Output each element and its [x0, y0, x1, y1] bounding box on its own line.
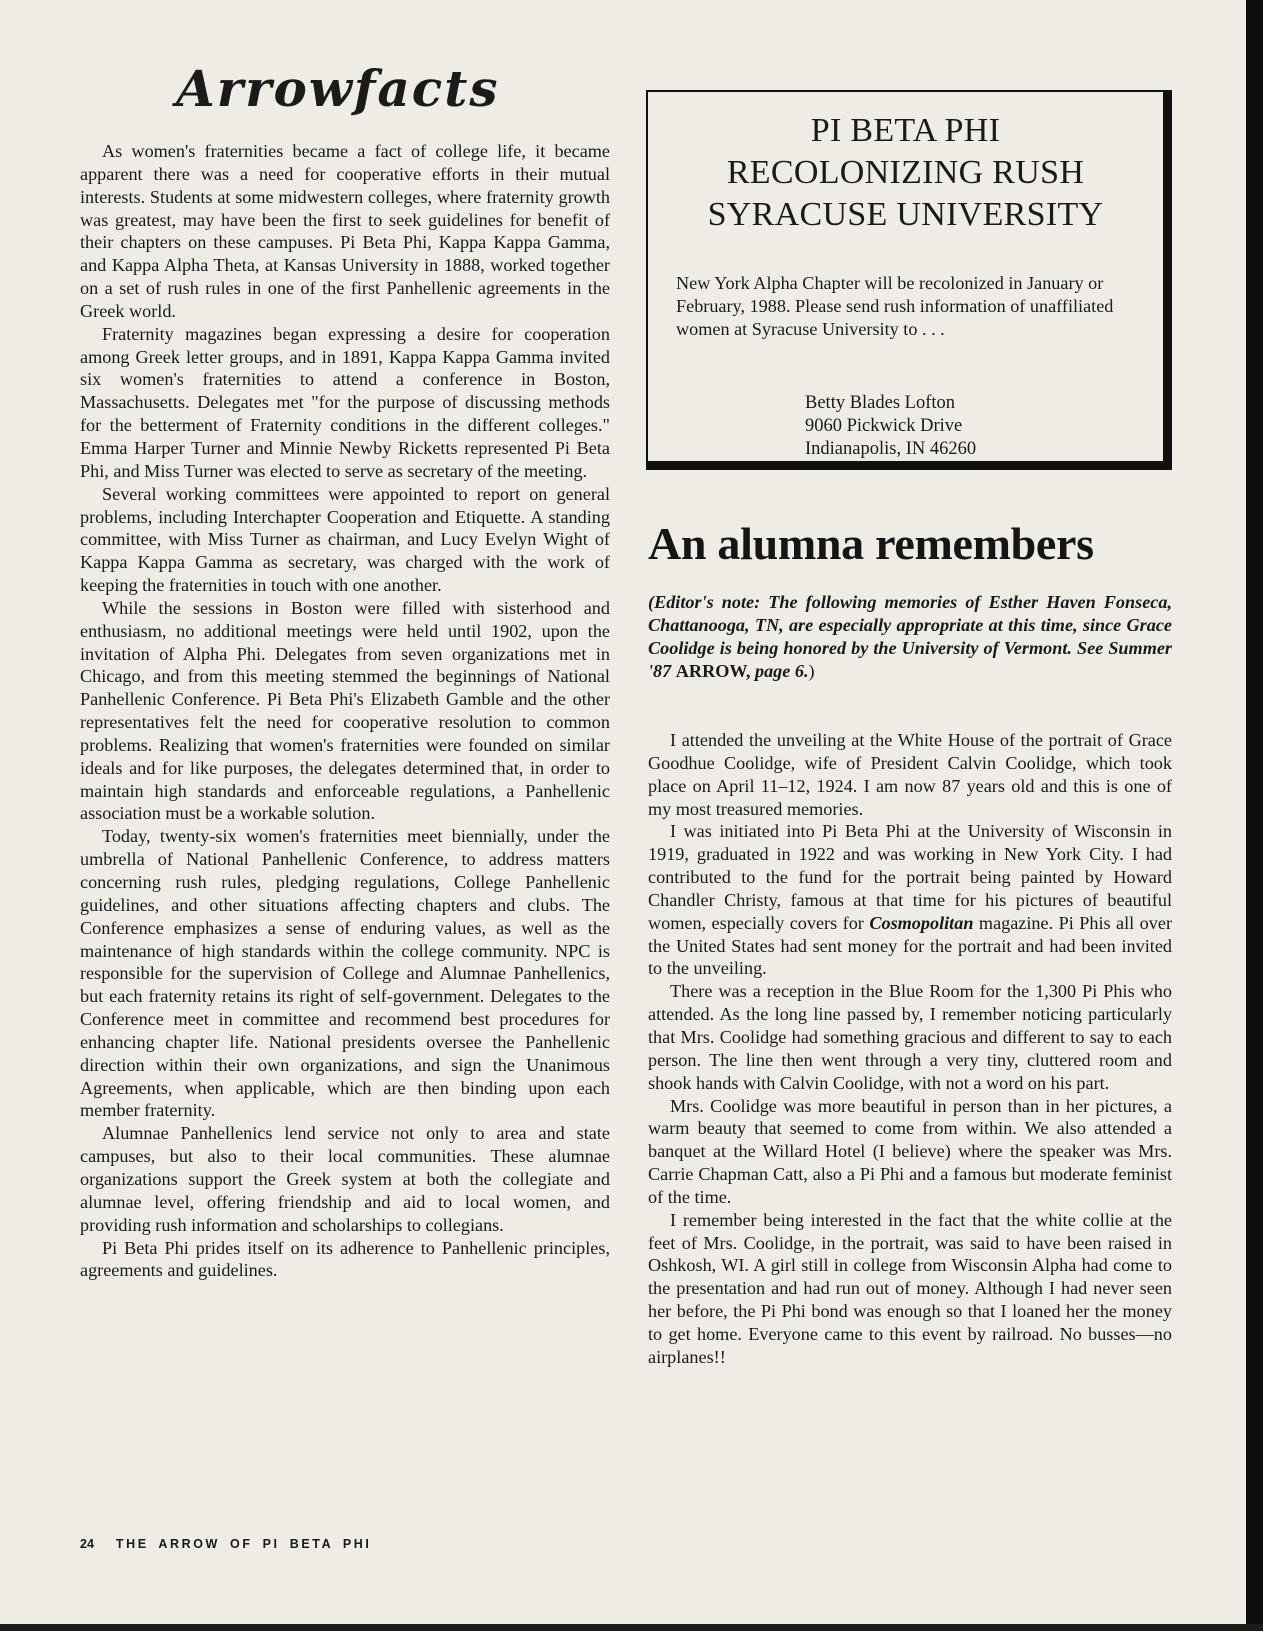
note-page-ref: page 6. — [754, 661, 809, 681]
paragraph: Mrs. Coolidge was more beautiful in person than in her pictures, a warm beauty that seemed to come from within. We also attended a banquet at the Willard Hotel (I believe) where the speaker was Mrs. Carrie Chapman Catt, also a Pi Phi and a famous but moderate feminist of the time. — [648, 1095, 1172, 1207]
arrowfacts-title: Arrowfacts — [176, 59, 500, 118]
scan-edge-bottom — [0, 1624, 1263, 1631]
rush-notice-body: New York Alpha Chapter will be recolonized in January or February, 1988. Please send rush information of unaffiliated women at Syracuse University to . . . — [676, 273, 1114, 339]
publication-name: THE ARROW OF PI BETA PHI — [115, 1537, 372, 1551]
paragraph: There was a reception in the Blue Room for the 1,300 Pi Phis who attended. As the long line passed by, I remember noticing particularly that Mrs. Coolidge had something gracious and different to say to each person. The line then went through a very tiny, cluttered room and shook hands with Calvin Coolidge, with not a word on his part. — [648, 981, 1172, 1093]
paragraph: As women's fraternities became a fact of college life, it became apparent there was a need for cooperative efforts in their mutual interests. Students at some midwestern colleges, where fraternity growth was greatest, may have been the first to seek guidelines for benefit of their chapters on these campuses. Pi Beta Phi, Kappa Kappa Gamma, and Kappa Alpha Theta, at Kansas University in 1888, worked together on a set of rush rules in one of the first Panhellenic agreements in the Greek world. — [80, 141, 610, 321]
page-number: 24 — [80, 1537, 94, 1551]
page-footer — [80, 1537, 371, 1551]
arrowfacts-title-logo — [172, 44, 532, 144]
panhellenic-history-column — [80, 140, 610, 1282]
contact-street: 9060 Pickwick Drive — [805, 416, 963, 436]
paragraph: Today, twenty-six women's fraternities meet biennially, under the umbrella of National Panhellenic Conference, to address matters concerning rush rules, pledging regulations, College Panhellenic guidelines, and other situations affecting chapters and clubs. The Conference emphasizes a sense of enduring values, as well as the maintenance of high standards within the college community. NPC is responsible for the supervision of College and Alumnae Panhellenics, but each fraternity retains its right of self-government. Delegates to the Conference meet in committee and recommend best procedures for enhancing chapter life. National presidents oversee the Panhellenic direction within their own organizations, and sign the Unanimous Agreements, when applicable, which are then binding upon each member fraternity. — [80, 826, 610, 1121]
paragraph: Alumnae Panhellenics lend service not only to area and state campuses, but also to their local communities. These alumnae organizations support the Greek system at both the collegiate and alumnae level, offering friendship and aid to local women, and providing rush information and scholarships to collegians. — [80, 1123, 610, 1235]
contact-city: Indianapolis, IN 46260 — [805, 439, 977, 459]
rush-headline-line: SYRACUSE UNIVERSITY — [707, 196, 1104, 233]
note-open-paren: ( — [648, 592, 655, 612]
rush-contact-address — [805, 392, 976, 461]
rush-notice-headline — [648, 110, 1163, 236]
alumna-article-body — [648, 729, 1172, 1369]
article-title: An alumna remembers — [648, 518, 1094, 569]
paragraph-text: I was initiated into Pi Beta Phi at the University of Wisconsin in 1919, graduated in 1922 and was working in New York City. I had contributed to the fund for the portrait being painted by Howard Chandler Christy, famous at that time for his pictures of beautiful women, especially covers for — [648, 821, 1172, 933]
paragraph-text: magazine. Pi Phis all over the United States had sent money for the portrait and had been invited to the unveiling. — [648, 912, 1173, 979]
note-close-paren: ) — [808, 661, 815, 681]
contact-name: Betty Blades Lofton — [805, 393, 956, 413]
scan-edge-right — [1246, 0, 1263, 1631]
paragraph: Pi Beta Phi prides itself on its adherence to Panhellenic principles, agreements and guidelines. — [80, 1237, 610, 1281]
paragraph: I attended the unveiling at the White House of the portrait of Grace Goodhue Coolidge, wife of President Calvin Coolidge, which took place on April 11–12, 1924. I am now 87 years old and this is one of my most treasured memories. — [648, 730, 1172, 819]
editor-note — [648, 591, 1172, 683]
paragraph: Fraternity magazines began expressing a desire for cooperation among Greek letter groups, and in 1891, Kappa Kappa Gamma invited six women's fraternities to attend a conference in Boston, Massachusetts. Delegates met "for the purpose of discussing methods for the betterment of Fraternity conditions in the different colleges." Emma Harper Turner and Minnie Newby Ricketts represented Pi Beta Phi, and Miss Turner was elected to serve as secretary of the meeting. — [80, 323, 610, 481]
rush-notice-box — [646, 90, 1172, 470]
note-magazine-name: ARROW, — [675, 661, 751, 681]
rush-headline-line: RECOLONIZING RUSH — [726, 154, 1085, 191]
note-text: Editor's note: The following memories of Esther Haven Fonseca, Chattanooga, TN, are especially appropriate at this time, since Grace Coolidge is being honored by the University of Vermont. See Summer '87 — [648, 592, 1172, 681]
paragraph: Several working committees were appointed to report on general problems, including Interchapter Cooperation and Etiquette. A standing committee, with Miss Turner as chairman, and Lucy Evelyn Wight of Kappa Kappa Gamma as secretary, was charged with the work of keeping the fraternities in touch with one another. — [80, 483, 610, 596]
paragraph: I remember being interested in the fact that the white collie at the feet of Mrs. Coolidge, in the portrait, was said to have been raised in Oshkosh, WI. A girl still in college from Wisconsin Alpha had come to the presentation and had run out of money. Although I had never seen her before, the Pi Phi bond was enough so that I loaned her the money to get home. Everyone came to this event by railroad. No busses—no airplanes!! — [648, 1209, 1172, 1367]
paragraph — [648, 820, 1172, 980]
paragraph: While the sessions in Boston were filled with sisterhood and enthusiasm, no additional meetings were held until 1902, upon the invitation of Alpha Phi. Delegates from seven organizations met in Chicago, and from this meeting stemmed the beginnings of National Panhellenic Conference. Pi Beta Phi's Elizabeth Gamble and the other representatives felt the need for cooperative resolution to common problems. Realizing that women's fraternities were founded on similar ideals and for like purposes, the delegates determined that, in order to maintain high standards and enforceable regulations, a Panhellenic association must be a workable solution. — [80, 597, 610, 824]
rush-headline-line: PI BETA PHI — [810, 112, 1001, 149]
magazine-name: Cosmopolitan — [869, 912, 974, 933]
